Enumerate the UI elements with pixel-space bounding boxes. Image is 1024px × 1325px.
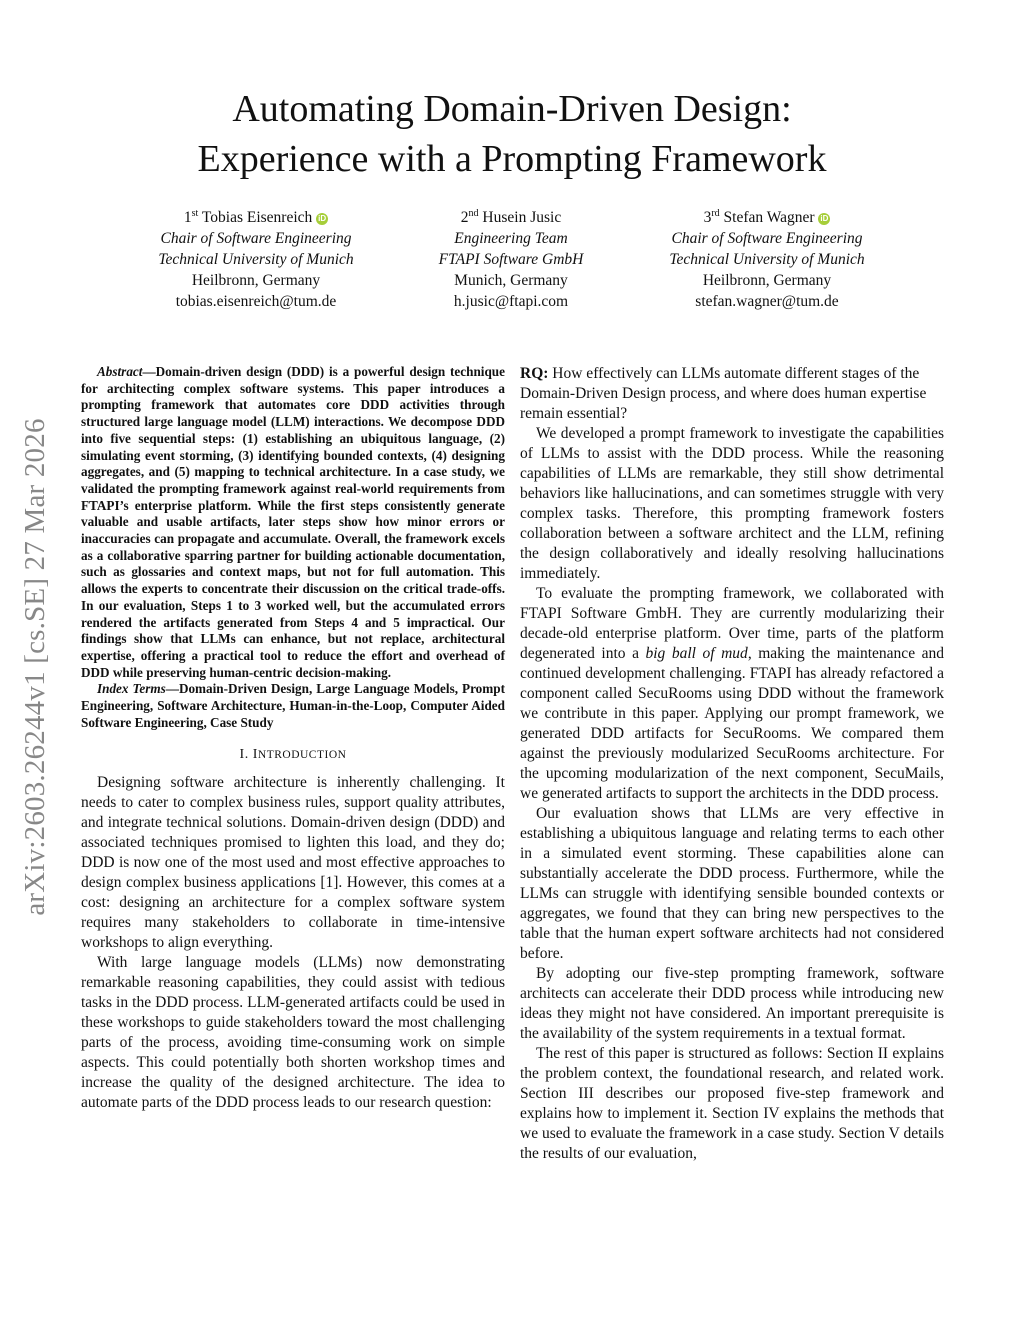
orcid-icon[interactable]: iD [318, 214, 327, 224]
author-name: Husein Jusic [482, 209, 562, 227]
rq-text: How effectively can LLMs automate different stages of the Domain-Driven Design process, and where does human expertise remain essential? [520, 365, 927, 422]
section-title-initial: I [252, 747, 258, 763]
author-ordinal-sup: nd [468, 208, 479, 219]
p4-part-a: To evaluate the prompting framework, we collaborated with FTAPI Software GmbH. They are currently modularizing their decade-old enterprise platform. Over time, parts of the platform degenerated into a [520, 585, 944, 662]
intro-paragraph-3: We developed a prompt framework to investigate the capabilities of LLMs to assist with the DDD process. While the reasoning capabilities of LLMs are remarkable, they still show detrimental behaviors like hallucinations, and can sometimes struggle with very complex tasks. Therefore, this prompting framework fosters collaboration between a software architect and the LLM, refining the design collaboratively and ideally resolving hallucinations immediately. [520, 425, 944, 582]
author-city: Munich, Germany [454, 272, 568, 290]
author-name: Stefan Wagner [723, 209, 815, 227]
author-city: Heilbronn, Germany [702, 272, 832, 290]
intro-paragraph-7: The rest of this paper is structured as follows: Section II explains the problem context, the foundational research, and related work. Section III describes our proposed five-step framework and explains how to implement it. Section IV explains the methods that we used to evaluate the framework in a case study. Section V details the results of our evaluation, [520, 1045, 944, 1162]
author-dept: Chair of Software Engineering [160, 230, 352, 248]
author-2 [361, 203, 661, 312]
author-3 [617, 203, 917, 312]
arxiv-identifier: arXiv:2603.26244v1 [cs.SE] 27 Mar 2026 [19, 418, 51, 916]
author-ordinal-sup: rd [711, 208, 720, 219]
p4-part-b: , making the maintenance and continued development challenging. FTAPI has already refactored a component called SecuRooms using DDD without the framework we contribute in this paper. Applying our prompt framework, we generated DDD artifacts for SecuRooms. We compared them against the previously modularized SecuRooms architecture. For the upcoming modularization of the next component, SecuMails, we generated artifacts to support the architects in the DDD process. [520, 645, 944, 802]
intro-paragraph-2: With large language models (LLMs) now demonstrating remarkable reasoning capabilities, they could assist with tedious tasks in the DDD process. LLM-generated artifacts could be used in these workshops to guide stakeholders toward the most challenging parts of the process, avoiding time-consuming work on simple aspects. This could potentially both shorten workshop times and increase the quality of the designed architecture. The idea to automate parts of the DDD process leads to our research question: [81, 954, 505, 1112]
author-dept: Engineering Team [454, 230, 568, 248]
title-line-2: Experience with a Prompting Framework [197, 138, 827, 180]
author-org: Technical University of Munich [158, 251, 354, 269]
index-terms-text: —Domain-Driven Design, Large Language Models, Prompt Engineering, Software Architecture, Human-in-the-Loop, Computer Aided Software Engineering, Case Study [81, 681, 505, 730]
author-ordinal-sup: st [191, 208, 199, 219]
section-title-rest: NTRODUCTION [257, 749, 347, 762]
author-name: Tobias Eisenreich [201, 209, 313, 227]
author-org: Technical University of Munich [669, 251, 865, 269]
author-email[interactable]: h.jusic@ftapi.com [453, 293, 569, 311]
intro-paragraph-1: Designing software architecture is inherently challenging. It needs to cater to complex business rules, support quality attributes, and integrate technical solutions. Domain-driven design (DDD) and associated techniques promised to lighten this load, and they do; DDD is now one of the most used and most effective approaches to design complex business applications [1]. However, this comes at a cost: designing an architecture for a complex software system requires many stakeholders to collaborate in time-intensive workshops to align everything. [81, 774, 505, 952]
section-heading-introduction [81, 745, 505, 765]
orcid-icon[interactable]: iD [820, 214, 829, 224]
abstract-label: Abstract [97, 364, 143, 379]
research-question [520, 364, 944, 424]
abstract-text: —Domain-driven design (DDD) is a powerful design technique for architecting complex software systems. This paper introduces a prompting framework that automates core DDD activities through structured large language model (LLM) interactions. We decompose DDD into five sequential steps: (1) establishing an ubiquitous language, (2) simulating event storming, (3) identifying bounded contexts, (4) designing aggregates, and (5) mapping to technical architecture. In a case study, we validated the prompting framework against real-world requirements from FTAPI’s enterprise platform. While the first steps consistently generate valuable and usable artifacts, later steps show how minor errors or inaccuracies can propagate and accumulate. Overall, the framework excels as a collaborative sparring partner for building actionable documentation, such as glossaries and context maps, but not for full automation. This allows the experts to concentrate their discussion on the critical trade-offs. In our evaluation, Steps 1 to 3 worked well, but the accumulated errors rendered the artifacts generated from Steps 4 and 5 impractical. Our findings show that LLMs can enhance, but not replace, architectural expertise, offering a practical tool to reduce the effort and overhead of DDD while preserving human-centric decision-making. [81, 364, 505, 680]
author-org: FTAPI Software GmbH [438, 251, 584, 269]
left-column [81, 364, 505, 1113]
author-dept: Chair of Software Engineering [671, 230, 863, 248]
author-ordinal: 3 [703, 209, 712, 227]
author-email[interactable]: tobias.eisenreich@tum.de [175, 293, 337, 311]
author-email[interactable]: stefan.wagner@tum.de [695, 293, 839, 311]
intro-paragraph-5: Our evaluation shows that LLMs are very effective in establishing a ubiquitous language and relating terms to each other in a simulated event storming. These capabilities alone can substantially accelerate the DDD process. Furthermore, while the LLMs can struggle with identifying sensible bounded contexts or aggregates, we found that they can bring new perspectives to the table that the human expert software architects had not considered before. [520, 805, 944, 962]
rq-label: RQ: [520, 365, 549, 382]
abstract [81, 364, 505, 681]
p4-emphasis: big ball of mud [645, 645, 748, 662]
section-number: I. [239, 747, 249, 763]
paper-title [0, 84, 1024, 184]
author-city: Heilbronn, Germany [191, 272, 321, 290]
intro-paragraph-4 [520, 584, 944, 804]
index-terms [81, 681, 505, 731]
title-line-1: Automating Domain-Driven Design: [232, 88, 792, 130]
index-terms-label: Index Terms [97, 681, 166, 697]
right-column [520, 364, 944, 1164]
author-ordinal: 1 [183, 209, 192, 227]
author-ordinal: 2 [460, 209, 469, 227]
intro-paragraph-6: By adopting our five-step prompting framework, software architects can accelerate their DDD process while introducing new ideas they might not have considered. An important prerequisite is the availability of the system requirements in a textual format. [520, 965, 944, 1042]
